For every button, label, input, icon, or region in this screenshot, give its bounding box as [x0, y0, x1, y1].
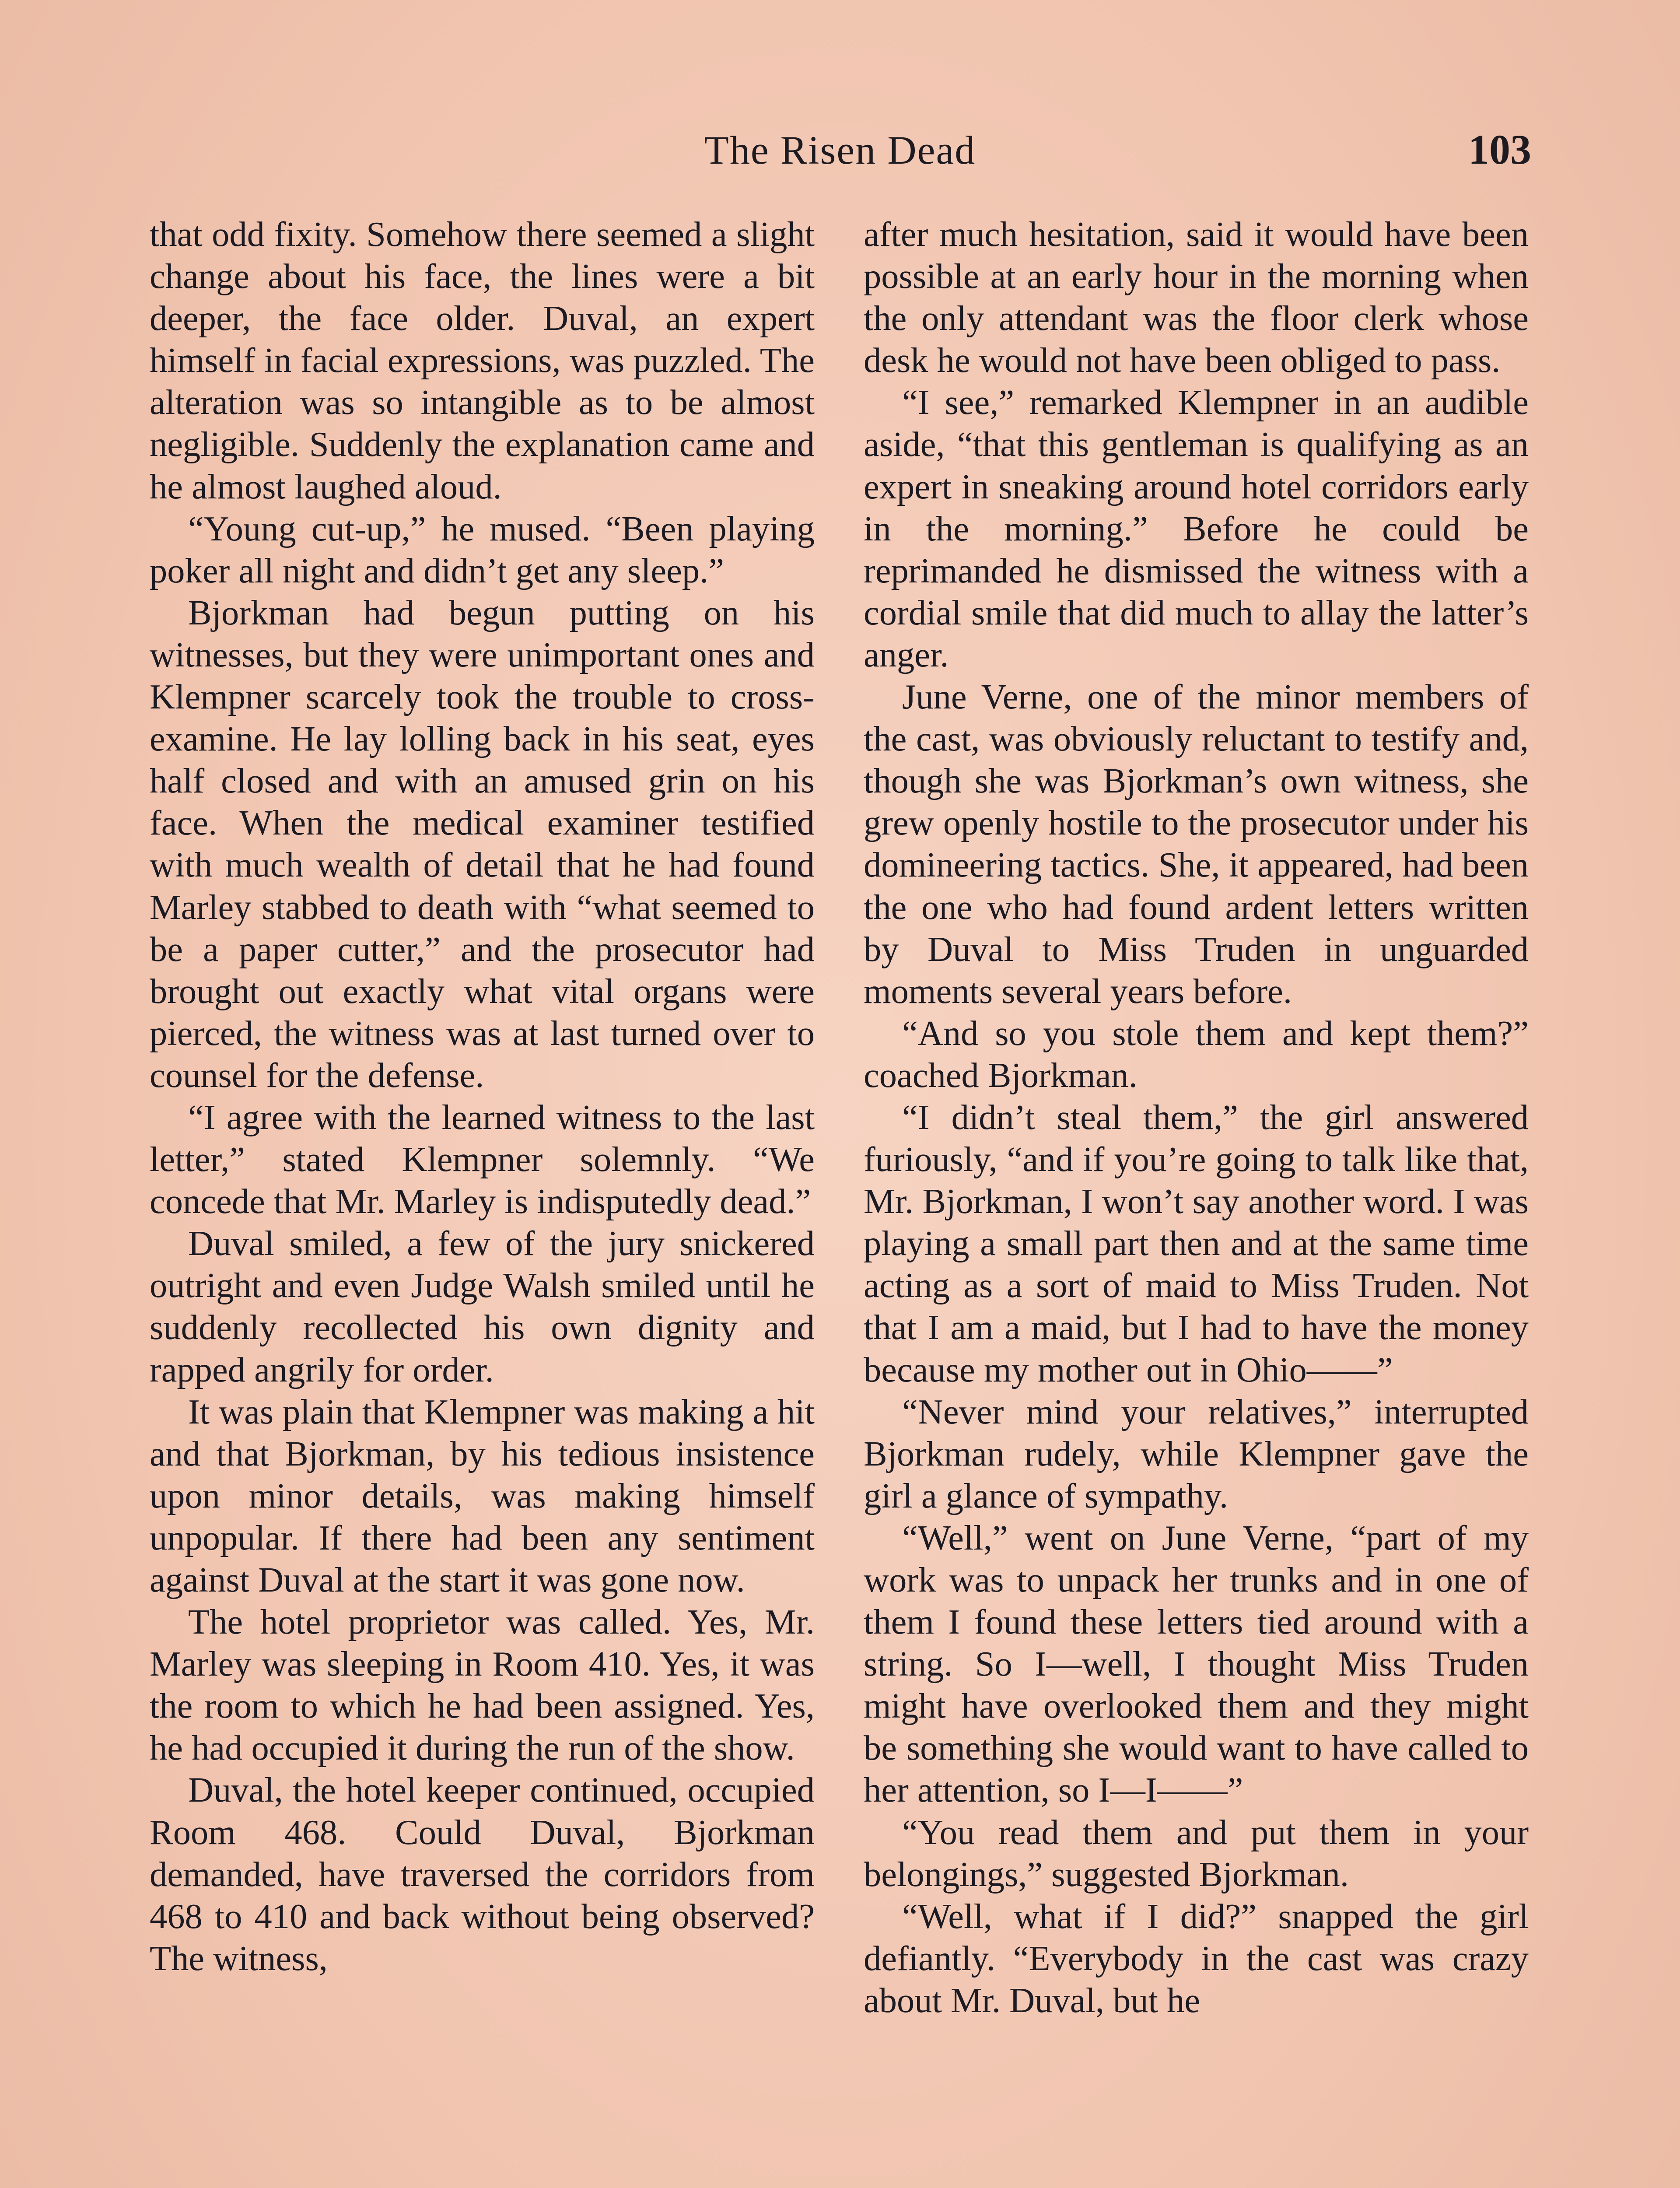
right-text-column — [864, 214, 1529, 2022]
paragraph: that odd fixity. Somehow there seemed a slight change about his face, the lines were a bit deeper, the face older. Duval, an expert himself in facial expressions, was puzzled. The alteration was so intangible as to be almost negligible. Suddenly the explanation came and he almost laughed aloud. — [150, 215, 815, 506]
paragraph: Duval, the hotel keeper continued, occupied Room 468. Could Duval, Bjorkman demanded, have traversed the corridors from 468 to 410 and back without being observed? The witness, — [150, 1771, 815, 1978]
page-number: 103 — [1468, 126, 1531, 173]
paragraph: “I see,” remarked Klempner in an audible aside, “that this gentleman is qualifying as an expert in sneaking around hotel corridors early in the morning.” Before he could be reprimanded he dismissed the witness with a cordial smile that did much to allay the latter’s anger. — [864, 383, 1529, 674]
paragraph: “And so you stole them and kept them?” coached Bjorkman. — [864, 1013, 1529, 1095]
left-text-column — [150, 214, 815, 1980]
paragraph: “Well, what if I did?” snapped the girl defiantly. “Everybody in the cast was crazy about Mr. Duval, but he — [864, 1897, 1529, 2020]
paragraph: “Young cut-up,” he mused. “Been playing poker all night and didn’t get any sleep.” — [150, 509, 815, 590]
paragraph: It was plain that Klempner was making a hit and that Bjorkman, by his tedious insistence upon minor details, was making himself unpopular. If there had been any sentiment against Duval at the start it was gone now. — [150, 1392, 815, 1599]
running-title: The Risen Dead — [704, 128, 976, 172]
paragraph: after much hesitation, said it would have been possible at an early hour in the morning when the only attendant was the floor clerk whose desk he would not have been obliged to pass. — [864, 215, 1529, 380]
paragraph: “Never mind your relatives,” interrupted Bjorkman rudely, while Klempner gave the girl a glance of sympathy. — [864, 1392, 1529, 1515]
paragraph: The hotel proprietor was called. Yes, Mr. Marley was sleeping in Room 410. Yes, it was the room to which he had been assigned. Yes, he had occupied it during the run of the show. — [150, 1602, 815, 1768]
paragraph: “Well,” went on June Verne, “part of my work was to unpack her trunks and in one of them I found these letters tied around with a string. So I—well, I thought Miss Truden might have overlooked them and they might be something she would want to have called to her attention, so I—I——” — [864, 1518, 1529, 1810]
paragraph: Duval smiled, a few of the jury snickered outright and even Judge Walsh smiled until he suddenly recollected his own dignity and rapped angrily for order. — [150, 1224, 815, 1389]
paragraph: June Verne, one of the minor members of the cast, was obviously reluctant to testify and, though she was Bjorkman’s own witness, she grew openly hostile to the prosecutor under his domineering tactics. She, it appeared, had been the one who had found ardent letters written by Duval to Miss Truden in unguarded moments several years before. — [864, 677, 1529, 1011]
running-header — [149, 127, 1531, 188]
paragraph: “I didn’t steal them,” the girl answered furiously, “and if you’re going to talk like that, Mr. Bjorkman, I won’t say another word. I was playing a small part then and at the same time acting as a sort of maid to Miss Truden. Not that I am a maid, but I had to have the money because my mother out in Ohio——” — [864, 1098, 1529, 1389]
paragraph: Bjorkman had begun putting on his witnesses, but they were unimportant ones and Klempner scarcely took the trouble to cross-examine. He lay lolling back in his seat, eyes half closed and with an amused grin on his face. When the medical examiner testified with much wealth of detail that he had found Marley stabbed to death with “what seemed to be a paper cutter,” and the prosecutor had brought out exactly what vital organs were pierced, the witness was at last turned over to counsel for the defense. — [150, 593, 815, 1095]
paragraph: “I agree with the learned witness to the last letter,” stated Klempner solemnly. “We concede that Mr. Marley is indisputedly dead.” — [150, 1098, 815, 1221]
paragraph: “You read them and put them in your belongings,” suggested Bjorkman. — [864, 1813, 1529, 1894]
